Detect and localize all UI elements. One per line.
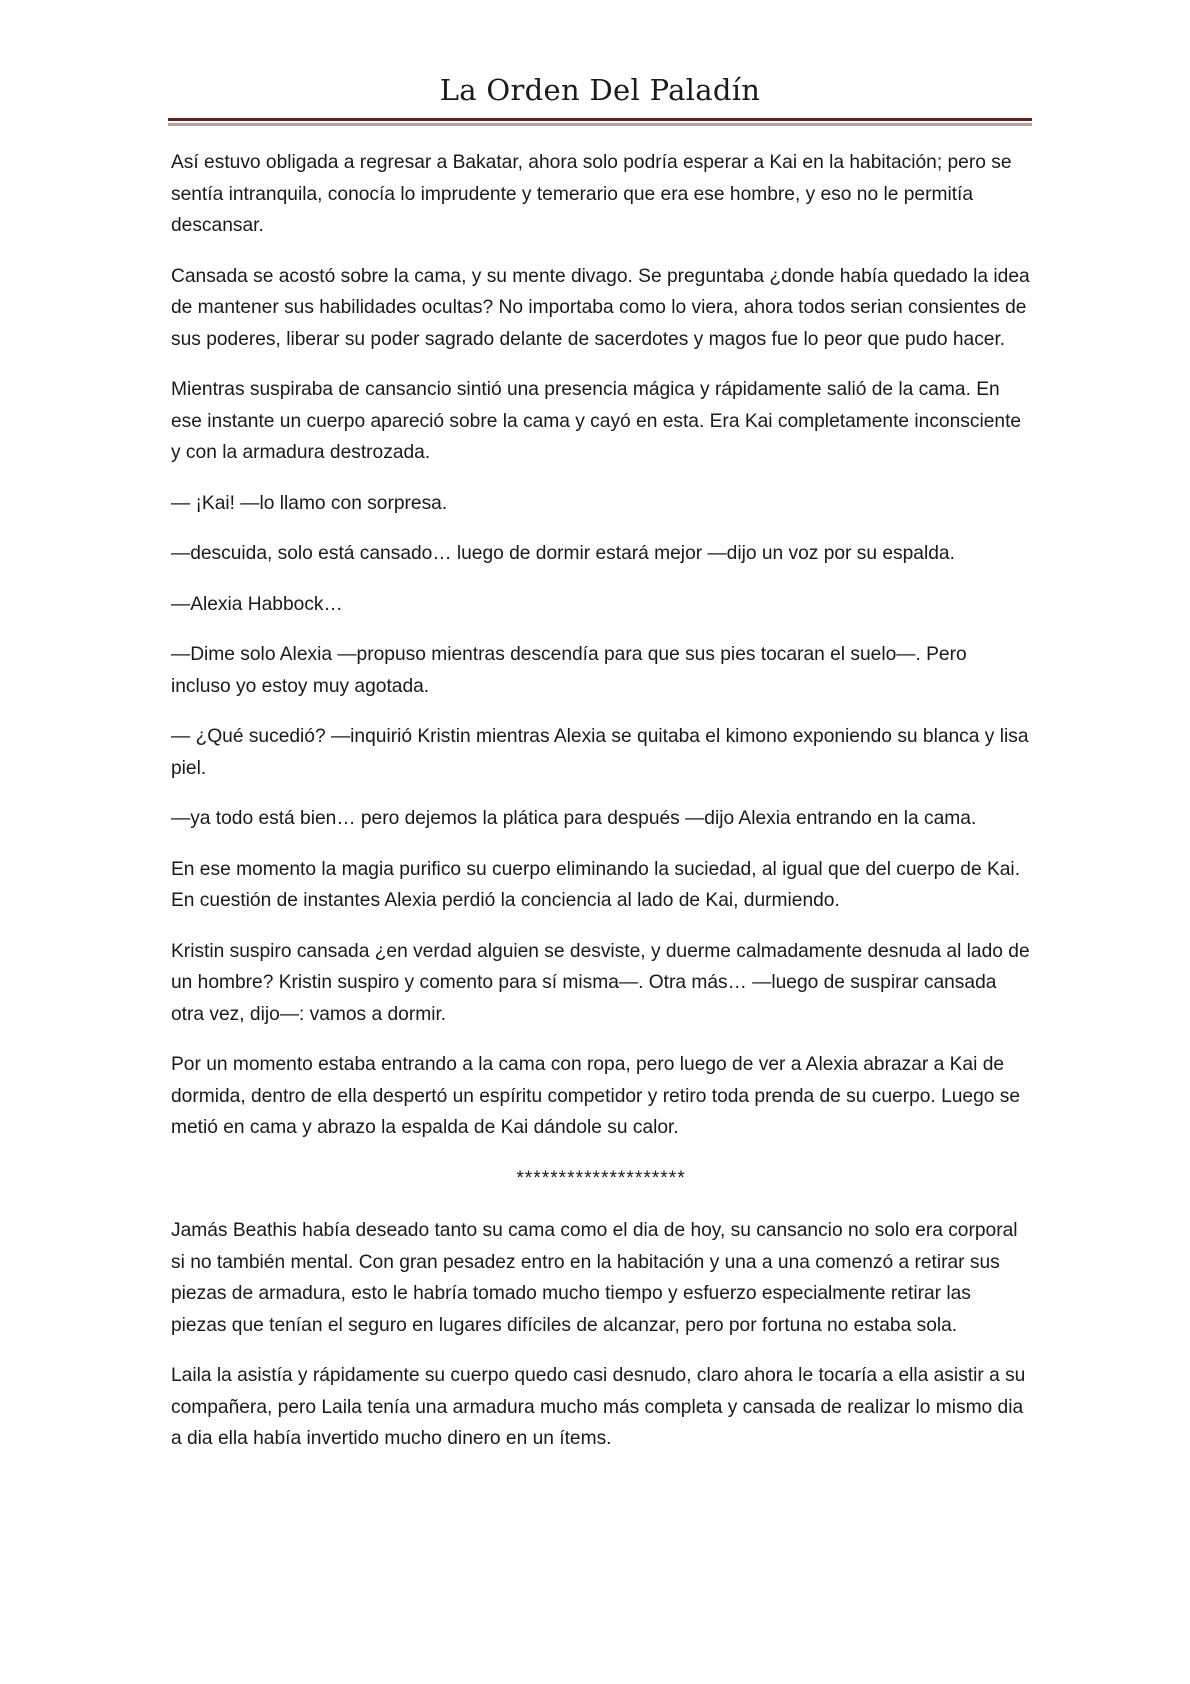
paragraph: Laila la asistía y rápidamente su cuerpo quedo casi desnudo, claro ahora le tocaría a ella asistir a su compañera, pero Laila tenía una armadura mucho más completa y cansada de realizar lo mismo dia a dia ella había invertido mucho dinero en un ítems. [171,1365,1026,1449]
paragraph: Jamás Beathis había deseado tanto su cama como el dia de hoy, su cansancio no solo era corporal si no también mental. Con gran pesadez entro en la habitación y una a una comenzó a retirar sus piezas de armadura, esto le habría tomado mucho tiempo y esfuerzo especialmente retirar las piezas que tenían el seguro en lugares difíciles de alcanzar, pero por fortuna no estaba sola. [171,1220,1018,1336]
scene-separator: ******************** [516,1167,686,1189]
dialogue-line: —Alexia Habbock… [171,593,343,615]
paragraph: Kristin suspiro cansada ¿en verdad alguien se desviste, y duerme calmadamente desnuda al lado de un hombre? Kristin suspiro y comento para sí misma—. Otra más… —luego de suspirar cansada otra vez, dijo—: vamos a dormir. [171,940,1030,1025]
dialogue-line: —ya todo está bien… pero dejemos la plática para después —dijo Alexia entrando en la cama. [171,808,977,829]
dialogue-line: — ¡Kai! —lo llamo con sorpresa. [171,492,448,514]
body-text [171,147,1031,1474]
dialogue-line: —Dime solo Alexia —propuso mientras descendía para que sus pies tocaran el suelo—. Pero incluso yo estoy muy agotada. [171,644,967,697]
dialogue-line: —descuida, solo está cansado… luego de dormir estará mejor —dijo un voz por su espalda. [171,543,955,564]
paragraph: Mientras suspiraba de cansancio sintió una presencia mágica y rápidamente salió de la cama. En ese instante un cuerpo apareció sobre la cama y cayó en esta. Era Kai completamente inconsciente y con la armadura destrozada. [171,379,1022,463]
paragraph: En ese momento la magia purifico su cuerpo eliminando la suciedad, al igual que del cuerpo de Kai. En cuestión de instantes Alexia perdió la conciencia al lado de Kai, durmiendo. [171,858,1021,911]
page-header [168,70,1032,123]
header-divider [168,118,1032,123]
paragraph: Cansada se acostó sobre la cama, y su mente divago. Se preguntaba ¿donde había quedado la idea de mantener sus habilidades ocultas? No importaba como lo viera, ahora todos serian consientes de sus poderes, liberar su poder sagrado delante de sacerdotes y magos fue lo peor que pudo hacer. [171,265,1030,350]
paragraph: Por un momento estaba entrando a la cama con ropa, pero luego de ver a Alexia abrazar a Kai de dormida, dentro de ella despertó un espíritu competidor y retiro toda prenda de su cuerpo. Luego se metió en cama y abrazo la espalda de Kai dándole su calor. [171,1054,1021,1138]
dialogue-line: — ¿Qué sucedió? —inquirió Kristin mientras Alexia se quitaba el kimono exponiendo su blanca y lisa piel. [171,726,1029,779]
page-title: La Orden Del Paladín [439,73,761,107]
paragraph: Así estuvo obligada a regresar a Bakatar, ahora solo podría esperar a Kai en la habitación; pero se sentía intranquila, conocía lo imprudente y temerario que era ese hombre, y eso no le permitía descansar. [171,152,1012,236]
